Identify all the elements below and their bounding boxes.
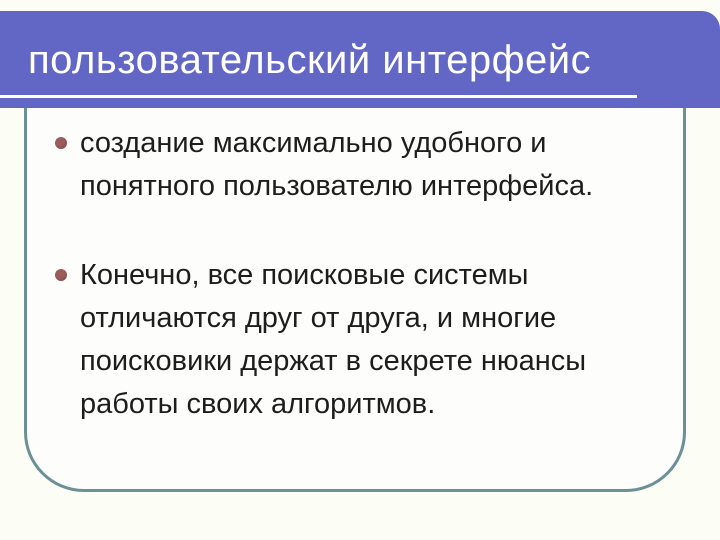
bullet-text-line: поисковики держат в секрете нюансы xyxy=(80,345,587,377)
bullet-icon xyxy=(55,269,67,281)
slide-title: пользовательский интерфейс xyxy=(28,38,592,82)
bullet-text xyxy=(80,122,593,208)
bullet-text-line: отличаются друг от друга, и многие xyxy=(80,302,557,334)
bullet-text-line: Конечно, все поисковые системы xyxy=(80,259,529,291)
bullet-text-line: понятного пользователю интерфейса. xyxy=(80,170,594,202)
bullet-text-line: работы своих алгоритмов. xyxy=(80,388,436,420)
bullet-text xyxy=(80,254,586,426)
bullet-text-line: создание максимально удобного и xyxy=(80,127,547,159)
content-box xyxy=(24,108,686,492)
bullet-item xyxy=(55,254,657,426)
bullet-item xyxy=(55,122,657,208)
bullet-icon xyxy=(55,137,67,149)
title-underline xyxy=(0,95,637,98)
bullet-list xyxy=(27,108,683,426)
title-banner xyxy=(0,11,720,108)
